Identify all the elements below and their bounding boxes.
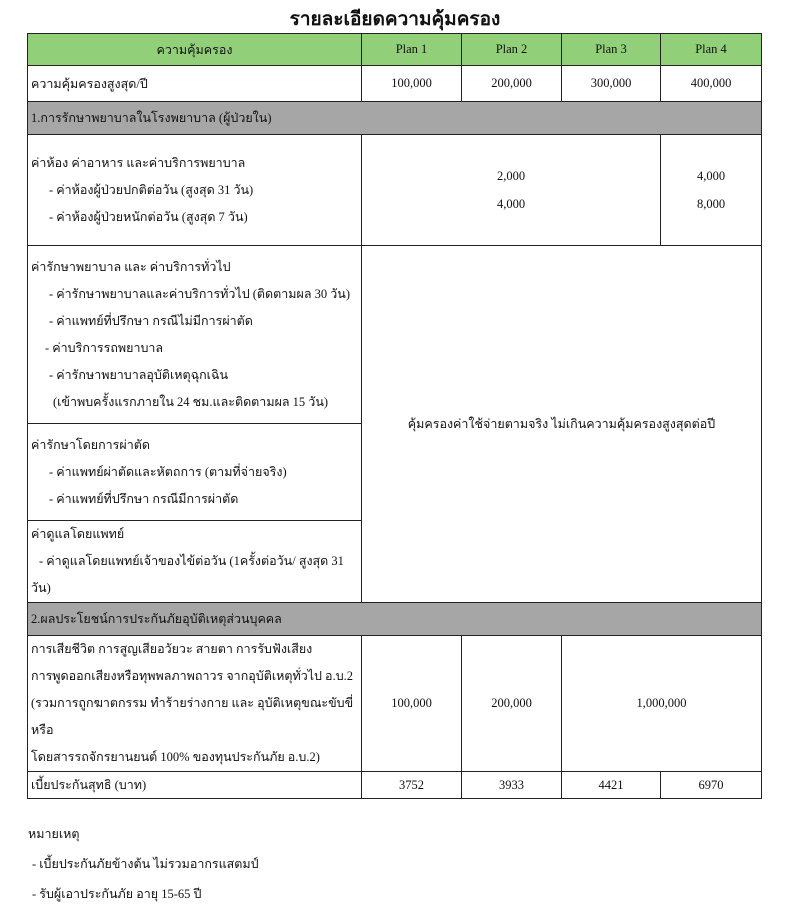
general-item-3: - ค่าบริการรถพยาบาล	[45, 340, 164, 355]
note-item-2: - รับผู้เอาประกันภัย อายุ 15-65 ปี	[32, 887, 202, 901]
max-coverage-label: ความคุ้มครองสูงสุด/ปี	[28, 66, 362, 102]
section-1-title: 1.การรักษาพยาบาลในโรงพยาบาล (ผู้ป่วยใน)	[28, 102, 762, 135]
accident-line-2: การพูดออกเสียงหรือทุพพลภาพถาวร จากอุบัติเหตุทั่วไป อ.บ.2	[31, 669, 354, 683]
premium-plan-3: 4421	[562, 772, 661, 799]
accident-plan-3-4: 1,000,000	[562, 636, 762, 772]
surgery-item-2: - ค่าแพทย์ที่ปรึกษา กรณีมีการผ่าตัด	[49, 491, 239, 506]
section-1-row	[28, 102, 762, 135]
header-plan-4: Plan 4	[661, 34, 762, 66]
max-coverage-plan-4: 400,000	[661, 66, 762, 102]
max-coverage-plan-1: 100,000	[362, 66, 462, 102]
room-plan-1-3-icu: 4,000	[496, 197, 526, 211]
surgery-item-1: - ค่าแพทย์ผ่าตัดและหัตถการ (ตามที่จ่ายจริง)	[49, 464, 287, 479]
room-plan-1-3	[362, 135, 661, 246]
header-coverage: ความคุ้มครอง	[28, 34, 362, 66]
room-plan-4-normal: 4,000	[696, 169, 726, 183]
max-coverage-plan-2: 200,000	[462, 66, 562, 102]
premium-plan-4: 6970	[661, 772, 762, 799]
doctor-item-1: - ค่าดูแลโดยแพทย์เจ้าของไข้ต่อวัน (1ครั้งต่อวัน/ สูงสุด 31 วัน)	[31, 554, 344, 595]
header-plan-1: Plan 1	[362, 34, 462, 66]
coverage-table	[27, 33, 762, 799]
surgery-cell	[28, 424, 362, 521]
room-plan-1-3-normal: 2,000	[496, 169, 526, 183]
table-header-row	[28, 34, 762, 66]
general-item-2: - ค่าแพทย์ที่ปรึกษา กรณีไม่มีการผ่าตัด	[49, 313, 253, 328]
doctor-heading: ค่าดูแลโดยแพทย์	[31, 527, 125, 541]
premium-plan-2: 3933	[462, 772, 562, 799]
header-plan-2: Plan 2	[462, 34, 562, 66]
room-item-normal: - ค่าห้องผู้ป่วยปกติต่อวัน (สูงสุด 31 วัน)	[49, 182, 254, 197]
doctor-cell	[28, 521, 362, 603]
max-coverage-plan-3: 300,000	[562, 66, 661, 102]
room-heading: ค่าห้อง ค่าอาหาร และค่าบริการพยาบาล	[31, 155, 246, 170]
general-heading: ค่ารักษาพยาบาล และ ค่าบริการทั่วไป	[31, 259, 231, 274]
general-item-4: - ค่ารักษาพยาบาลอุบัติเหตุฉุกเฉิน	[49, 367, 229, 382]
accident-plan-2: 200,000	[462, 636, 562, 772]
section-2-title: 2.ผลประโยชน์การประกันภัยอุบัติเหตุส่วนบุคคล	[28, 603, 762, 636]
premium-plan-1: 3752	[362, 772, 462, 799]
general-row	[28, 246, 762, 424]
notes-title: หมายเหตุ	[28, 827, 80, 841]
accident-line-4: โดยสารรถจักรยานยนต์ 100% ของทุนประกันภัย อ.บ.2)	[31, 750, 320, 764]
premium-label: เบี้ยประกันสุทธิ (บาท)	[28, 772, 362, 799]
header-plan-3: Plan 3	[562, 34, 661, 66]
surgery-heading: ค่ารักษาโดยการผ่าตัด	[31, 437, 150, 452]
general-cell	[28, 246, 362, 424]
room-item-icu: - ค่าห้องผู้ป่วยหนักต่อวัน (สูงสุด 7 วัน)	[49, 209, 248, 224]
room-plan-4	[661, 135, 762, 246]
room-cell	[28, 135, 362, 246]
room-plan-4-icu: 8,000	[696, 197, 726, 211]
general-item-1: - ค่ารักษาพยาบาลและค่าบริการทั่วไป (ติดตามผล 30 วัน)	[49, 286, 351, 301]
accident-plan-1: 100,000	[362, 636, 462, 772]
notes	[28, 825, 259, 915]
accident-line-3: (รวมการถูกฆาตกรรม ทำร้ายร่างกาย และ อุบัติเหตุขณะขับขี่หรือ	[31, 696, 354, 737]
page-title: รายละเอียดความคุ้มครอง	[289, 9, 501, 30]
room-row	[28, 135, 762, 246]
general-item-5: (เข้าพบครั้งแรกภายใน 24 ชม.และติดตามผล 15 วัน)	[53, 394, 329, 409]
accident-cell	[28, 636, 362, 772]
section-2-row	[28, 603, 762, 636]
max-coverage-row	[28, 66, 762, 102]
accident-line-1: การเสียชีวิต การสูญเสียอวัยวะ สายตา การรับฟังเสียง	[31, 642, 313, 656]
premium-row	[28, 772, 762, 799]
merged-coverage-cell: คุ้มครองค่าใช้จ่ายตามจริง ไม่เกินความคุ้มครองสูงสุดต่อปี	[362, 246, 762, 603]
note-item-1: - เบี้ยประกันภัยข้างต้น ไม่รวมอากรแสตมป์	[32, 857, 259, 871]
accident-row	[28, 636, 762, 772]
